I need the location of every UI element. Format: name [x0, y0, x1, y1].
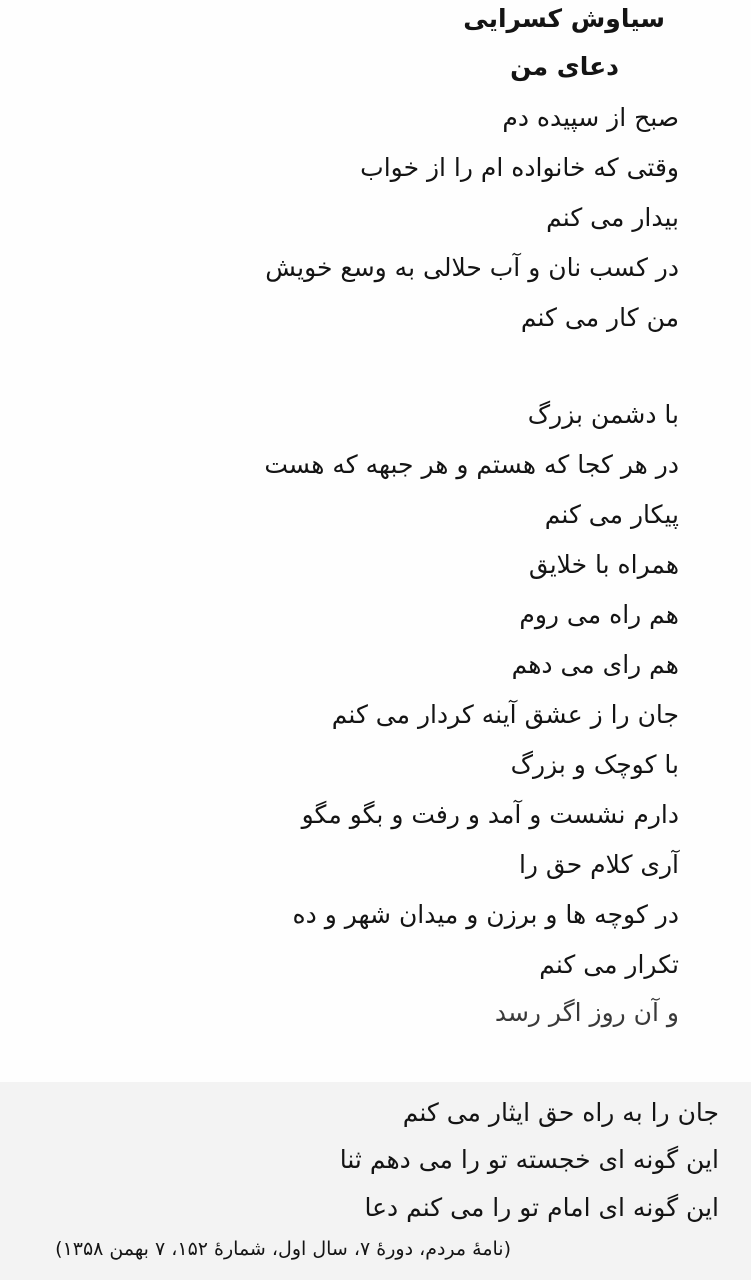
poem-title: دعای من: [510, 52, 619, 81]
poem-line: با دشمن بزرگ: [527, 400, 679, 429]
poem-line: در کسب نان و آب حلالی به وسع خویش: [265, 253, 679, 282]
poet-name: سیاوش کسرایی: [463, 4, 665, 33]
poem-line: هم راه می روم: [519, 600, 679, 629]
poem-line: صبح از سپیده دم: [502, 103, 679, 132]
poem-line: جان را ز عشق آینه کردار می کنم: [331, 700, 679, 729]
poem-line: در کوچه ها و برزن و میدان شهر و ده: [292, 900, 679, 929]
poem-line: بیدار می کنم: [546, 203, 679, 232]
poem-line: آری کلام حق را: [518, 850, 679, 879]
poem-line: دارم نشست و آمد و رفت و بگو مگو: [301, 800, 679, 829]
poem-line: جان را به راه حق ایثار می کنم: [402, 1098, 719, 1127]
poem-line: و آن روز اگر رسد: [494, 998, 679, 1027]
poem-line: وقتی که خانواده ام را از خواب: [360, 153, 679, 182]
source-citation: (نامهٔ مردم، دورهٔ ۷، سال اول، شمارهٔ ۱۵۲، ۷ بهمن ۱۳۵۸): [55, 1238, 511, 1260]
poem-line: همراه با خلایق: [528, 550, 679, 579]
poem-line: این گونه ای خجسته تو را می دهم ثنا: [339, 1145, 719, 1174]
poem-line: هم رای می دهم: [511, 650, 679, 679]
poem-line: پیکار می کنم: [544, 500, 679, 529]
poem-line: تکرار می کنم: [539, 950, 679, 979]
poem-line: این گونه ای امام تو را می کنم دعا: [364, 1193, 719, 1222]
poem-line: من کار می کنم: [520, 303, 679, 332]
poem-line: با کوچک و بزرگ: [510, 750, 679, 779]
poem-line: در هر کجا که هستم و هر جبهه که هست: [264, 450, 679, 479]
